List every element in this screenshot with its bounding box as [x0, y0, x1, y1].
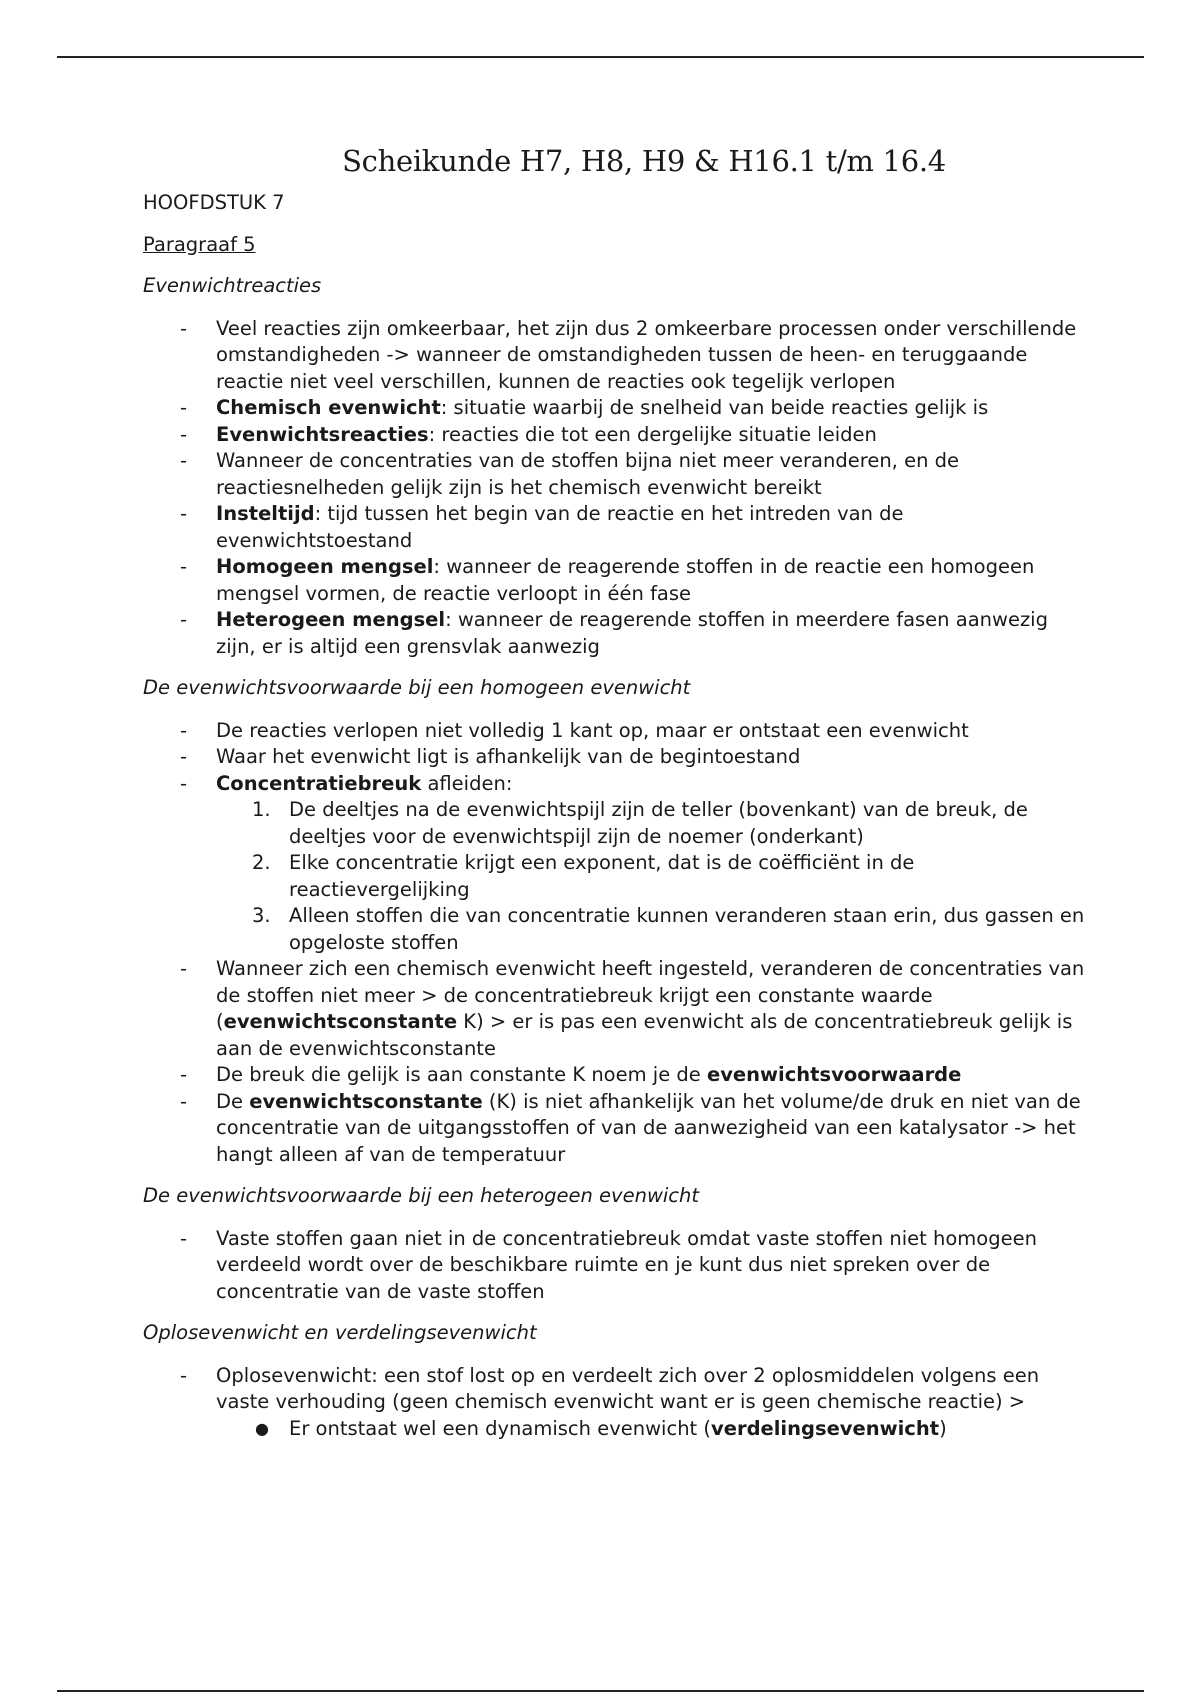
section-heading-evenwichtreacties: Evenwichtreacties	[143, 274, 322, 297]
document-page	[143, 140, 1093, 1457]
list-item: - De breuk die gelijk is aan constante K noem je de evenwichtsvoorwaarde	[143, 1062, 1093, 1089]
term: evenwichtsconstante	[249, 1089, 483, 1113]
list-item: - Wanneer de concentraties van de stoffen bijna niet meer veranderen, en de reactiesnelheden gelijk zijn is het chemisch evenwicht bereikt	[143, 448, 1093, 501]
section-heading-oplosevenwicht: Oplosevenwicht en verdelingsevenwicht	[143, 1321, 537, 1344]
term: evenwichtsconstante	[223, 1010, 458, 1033]
header-rule	[57, 56, 1144, 58]
paragraph-heading: Paragraaf 5	[143, 232, 256, 256]
list-heterogeen-evenwicht	[143, 1226, 1093, 1306]
bullet-icon: ●	[255, 1418, 269, 1438]
list-item: - Veel reacties zijn omkeerbaar, het zijn dus 2 omkeerbare processen onder verschillende omstandigheden -> wanneer de omstandigheden tussen de heen- en teruggaande reactie niet veel verschillen, kunnen de reacties ook tegelijk verlopen	[143, 316, 1093, 396]
list-item: - Oplosevenwicht: een stof lost op en verdeelt zich over 2 oplosmiddelen volgens een vaste verhouding (geen chemisch evenwicht want er is geen chemische reactie) > ● Er ontstaat wel een dynamisch evenwicht (verdelingsevenwicht)	[143, 1363, 1093, 1443]
numbered-item: 1. De deeltjes na de evenwichtspijl zijn de teller (bovenkant) van de breuk, de deeltjes voor de evenwichtspijl zijn de noemer (onderkant)	[252, 798, 1028, 848]
section-heading-heterogeen-evenwicht: De evenwichtsvoorwaarde bij een heterogeen evenwicht	[143, 1184, 700, 1207]
list-item: - De evenwichtsconstante (K) is niet afhankelijk van het volume/de druk en niet van de concentratie van de uitgangsstoffen of van de aanwezigheid van een katalysator -> het hangt alleen af van de temperatuur	[143, 1089, 1093, 1169]
list-item: - Wanneer zich een chemisch evenwicht heeft ingesteld, veranderen de concentraties van de stoffen niet meer > de concentratiebreuk krijgt een constante waarde (evenwichtsconstante K) > er is pas een evenwicht als de concentratiebreuk gelijk is aan de evenwichtsconstante	[143, 956, 1093, 1062]
list-homogeen-evenwicht	[143, 718, 1093, 1169]
list-item: - Homogeen mengsel: wanneer de reagerende stoffen in de reactie een homogeen mengsel vormen, de reactie verloopt in één fase	[143, 554, 1093, 607]
list-item: - Waar het evenwicht ligt is afhankelijk van de begintoestand	[143, 744, 1093, 771]
term: Chemisch evenwicht	[216, 396, 441, 419]
numbered-list	[216, 797, 1093, 956]
list-item: - Evenwichtsreacties: reacties die tot een dergelijke situatie leiden	[143, 422, 1093, 449]
term: Insteltijd	[216, 502, 315, 525]
numbered-item: 2. Elke concentratie krijgt een exponent, dat is de coëfficiënt in de reactievergelijking	[252, 851, 915, 901]
document-title: Scheikunde H7, H8, H9 & H16.1 t/m 16.4	[342, 144, 946, 178]
numbered-item: 3. Alleen stoffen die van concentratie kunnen veranderen staan erin, dus gassen en opgeloste stoffen	[252, 904, 1085, 954]
term: Concentratiebreuk	[216, 771, 422, 795]
term: Homogeen mengsel	[216, 555, 434, 578]
list-item: - Insteltijd: tijd tussen het begin van de reactie en het intreden van de evenwichtstoestand	[143, 501, 1093, 554]
term: Heterogeen mengsel	[216, 608, 446, 631]
bullet-item: ● Er ontstaat wel een dynamisch evenwicht (verdelingsevenwicht)	[216, 1416, 1093, 1443]
chapter-heading: HOOFDSTUK 7	[143, 191, 285, 214]
list-evenwichtreacties	[143, 316, 1093, 661]
list-item: - Heterogeen mengsel: wanneer de reagerende stoffen in meerdere fasen aanwezig zijn, er is altijd een grensvlak aanwezig	[143, 607, 1093, 660]
list-item: - Concentratiebreuk afleiden: 1. De deeltjes na de evenwichtspijl zijn de teller (bovenkant) van de breuk, de deeltjes voor de evenwichtspijl zijn de noemer (onderkant) 2. Elke concentratie krijgt een exponent, dat is de coëfficiënt in de reactievergelijking 3. Alleen stoffen die van concentratie kunnen veranderen staan erin, dus gassen en opgeloste stoffen	[143, 771, 1093, 957]
list-oplosevenwicht	[143, 1363, 1093, 1443]
list-item: - Vaste stoffen gaan niet in de concentratiebreuk omdat vaste stoffen niet homogeen verdeeld wordt over de beschikbare ruimte en je kunt dus niet spreken over de concentratie van de vaste stoffen	[143, 1226, 1093, 1306]
term: Evenwichtsreacties	[216, 422, 429, 446]
bullet-list	[216, 1416, 1093, 1443]
list-item: - Chemisch evenwicht: situatie waarbij de snelheid van beide reacties gelijk is	[143, 395, 1093, 422]
list-item: - De reacties verlopen niet volledig 1 kant op, maar er ontstaat een evenwicht	[143, 718, 1093, 745]
footer-rule	[57, 1690, 1144, 1692]
section-heading-homogeen-evenwicht: De evenwichtsvoorwaarde bij een homogeen evenwicht	[143, 676, 691, 699]
term: verdelingsevenwicht	[711, 1416, 940, 1440]
term: evenwichtsvoorwaarde	[707, 1063, 962, 1086]
